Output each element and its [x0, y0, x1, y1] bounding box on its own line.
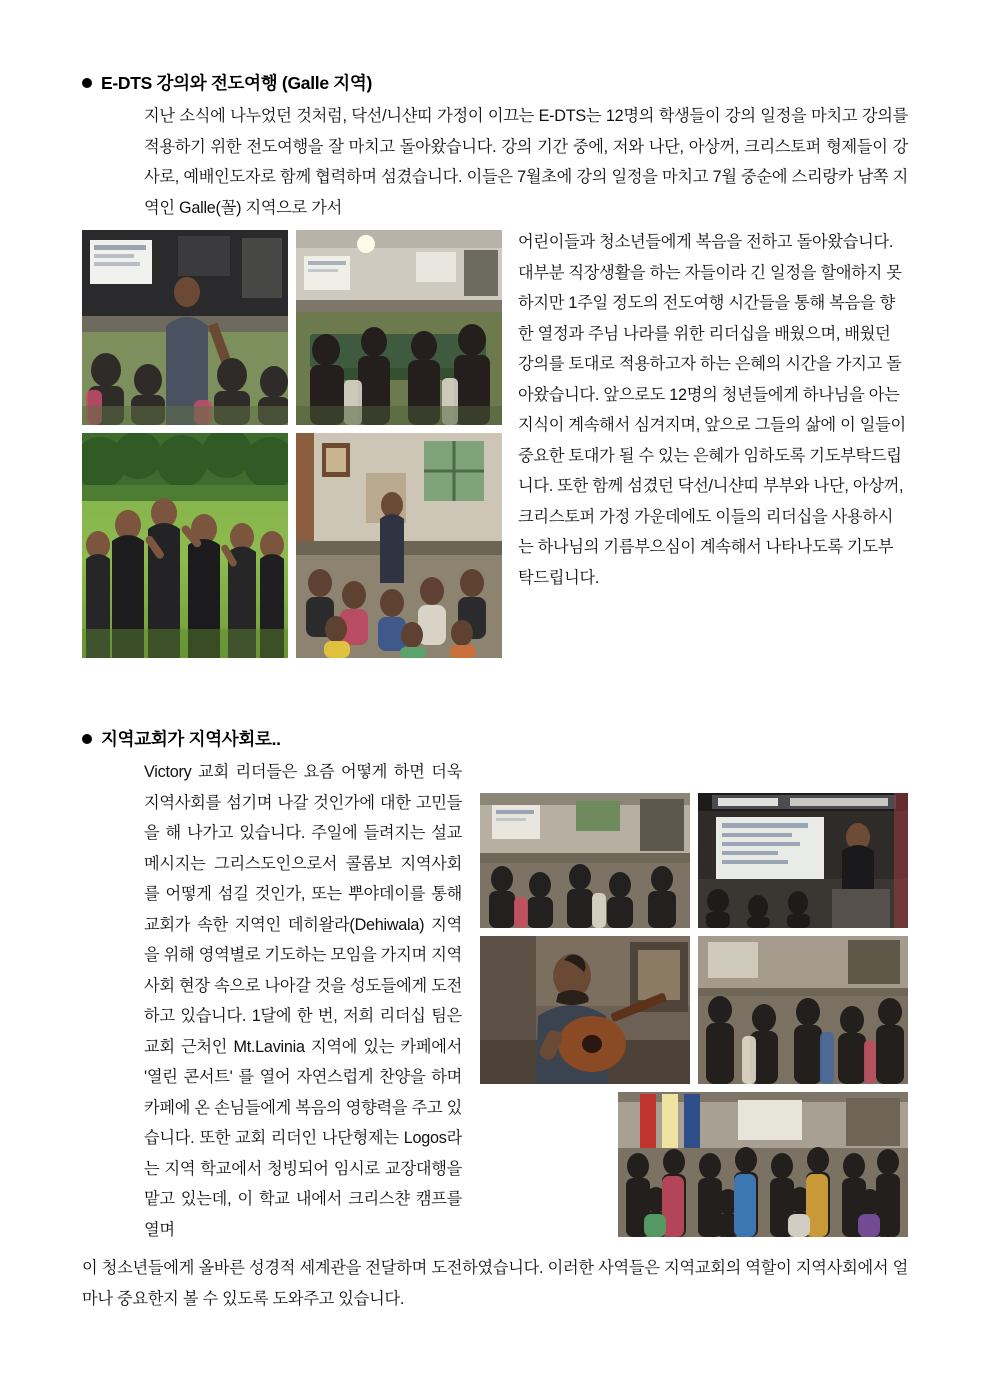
photo-lecture-speaker	[82, 230, 288, 425]
section-local-church	[82, 726, 908, 1314]
local-church-photo-grid	[480, 793, 908, 1245]
photo-group-photo-camp	[618, 1092, 908, 1237]
photo-guitar-worship	[480, 936, 690, 1084]
bullet-dot-icon	[82, 78, 92, 88]
section-title-text: 지역교회가 지역사회로..	[101, 729, 281, 749]
photo-row-1	[480, 793, 908, 928]
photo-congregation-listening	[698, 936, 908, 1084]
photo-outdoor-group-field	[82, 433, 288, 658]
photo-row-2	[480, 936, 908, 1084]
photo-children-ministry-room	[296, 433, 502, 658]
photo-row-bottom	[82, 433, 502, 658]
photo-classroom-students	[296, 230, 502, 425]
section-title-text: E-DTS 강의와 전도여행 (Galle 지역)	[101, 73, 373, 93]
bullet-dot-icon	[82, 734, 92, 744]
e-dts-photo-text-flow	[82, 227, 908, 672]
paragraph-local-church-tail: 이 청소년들에게 올바른 성경적 세계관을 전달하며 도전하였습니다. 이러한 사역들은 지역교회의 역할이 지역사회에서 얼마나 중요한지 볼 수 있도록 도와주고 있습니다.	[82, 1259, 908, 1308]
section-heading-local-church	[82, 726, 908, 751]
section-e-dts	[82, 70, 908, 672]
photo-row-3	[480, 1092, 908, 1237]
photo-row-top	[82, 230, 502, 425]
paragraph-e-dts-intro: 지난 소식에 나누었던 것처럼, 닥선/니샨띠 가정이 이끄는 E-DTS는 12명의 학생들이 강의 일정을 마치고 강의를 적용하기 위한 전도여행을 잘 마치고 돌아왔습니다. 강의 기간 중에, 저와 나단, 아상꺼, 크리스토퍼 형제들이 강사로, 예배인도자로 함께 협력하며 섬겼습니다. 이들은 7월초에 강의 일정을 마치고 7월 중순에 스리랑카 남쪽 지역인 Galle(꼴) 지역으로 가서	[144, 107, 908, 217]
photo-pulpit-preaching	[698, 793, 908, 928]
paragraph-e-dts-wrap: 어린이들과 청소년들에게 복음을 전하고 돌아왔습니다. 대부분 직장생활을 하는 자들이라 긴 일정을 할애하지 못하지만 1주일 정도의 전도여행 시간들을 통해 복음을 향한 열정과 주님 나라를 위한 리더십을 배웠으며, 배웠던 강의를 토대로 적용하고자 하는 은혜의 시간을 가지고 돌아왔습니다. 앞으로도 12명의 청년들에게 하나님을 아는 지식이 계속해서 심겨지며, 앞으로 그들의 삶에 이 일들이 중요한 토대가 될 수 있는 은혜가 임하도록 기도부탁드립니다. 또한 함께 섬겼던 닥선/니샨띠 부부와 나단, 아상꺼, 크리스토퍼 가정 가운데에도 이들의 리더십을 사용하시는 하나님의 기름부으심이 계속해서 나타나도록 기도부탁드립니다.	[518, 233, 906, 587]
section-heading-e-dts	[82, 70, 908, 95]
e-dts-photo-grid	[82, 230, 502, 666]
local-church-body	[82, 757, 908, 1251]
paragraph-local-church-main: Victory 교회 리더들은 요즘 어떻게 하면 더욱 지역사회를 섬기며 나갈 것인가에 대한 고민들을 해 나가고 있습니다. 주일에 들려지는 설교 메시지는 그리스도인으로서 콜롬보 지역사회를 어떻게 섬길 것인가, 또는 뿌야데이를 통해 교회가 속한 지역인 데히왈라(Dehiwala) 지역을 위해 영역별로 기도하는 모임을 가지며 지역사회 현장 속으로 나아갈 것을 성도들에게 도전하고 있습니다. 1달에 한 번, 저희 리더십 팀은 교회 근처인 Mt.Lavinia 지역에 있는 카페에서 '열린 콘서트' 를 열어 자연스럽게 찬양을 하며 카페에 온 손님들에게 복음의 영향력을 주고 있습니다. 또한 교회 리더인 나단형제는 Logos라는 지역 학교에서 청빙되어 임시로 교장대행을 맡고 있는데, 이 학교 내에서 크리스챤 캠프를 열며	[144, 763, 462, 1239]
photo-church-congregation-seated	[480, 793, 690, 928]
